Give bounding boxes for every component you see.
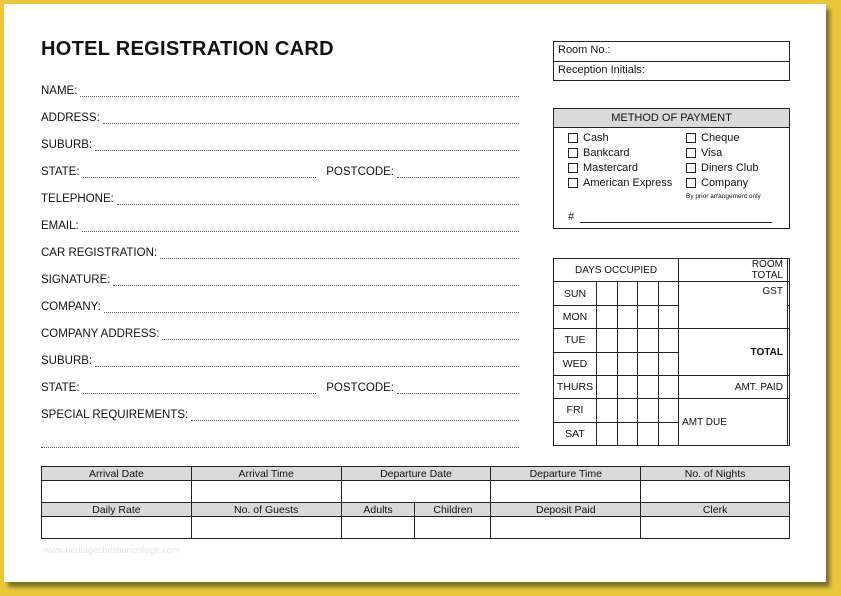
name-line[interactable] — [80, 86, 519, 97]
day-thurs: THURS — [554, 375, 597, 398]
day-cell[interactable] — [658, 329, 679, 352]
checkbox[interactable] — [686, 178, 696, 188]
company-label: COMPANY: — [41, 301, 101, 313]
payment-option-bankcard[interactable] — [568, 147, 629, 159]
day-cell[interactable] — [638, 422, 659, 445]
telephone-label: TELEPHONE: — [41, 193, 114, 205]
payment-number-field[interactable] — [568, 211, 772, 223]
departure-date-header: Departure Date — [341, 467, 491, 481]
suburb-label-2: SUBURB: — [41, 355, 93, 367]
suburb-field[interactable] — [41, 137, 519, 151]
company-address-line[interactable] — [162, 329, 519, 340]
option-label: Visa — [701, 147, 723, 159]
option-label: Company — [701, 177, 749, 189]
departure-time-cell[interactable] — [491, 481, 641, 503]
email-label: EMAIL: — [41, 220, 79, 232]
guests-cell[interactable] — [191, 517, 341, 539]
deposit-paid-header: Deposit Paid — [491, 503, 641, 517]
total-cell[interactable] — [787, 329, 789, 376]
day-cell[interactable] — [617, 329, 638, 352]
checkbox[interactable] — [568, 148, 578, 158]
day-cell[interactable] — [658, 375, 679, 398]
name-field[interactable] — [41, 83, 519, 97]
days-occupied-table — [553, 258, 790, 446]
company-line[interactable] — [104, 302, 519, 313]
special-requirements-label: SPECIAL REQUIREMENTS: — [41, 409, 189, 421]
gst-cell[interactable] — [787, 282, 789, 305]
room-box — [553, 41, 790, 81]
email-field[interactable] — [41, 218, 519, 232]
payment-option-mastercard[interactable] — [568, 162, 638, 174]
day-cell[interactable] — [658, 305, 679, 328]
room-number-field[interactable]: Room No.: — [558, 44, 611, 56]
company-note: By prior arrangement only — [686, 193, 761, 200]
payment-number-line[interactable] — [580, 213, 772, 223]
postcode-line[interactable] — [397, 167, 519, 178]
signature-label: SIGNATURE: — [41, 274, 111, 286]
suburb-line[interactable] — [95, 140, 519, 151]
nights-header: No. of Nights — [641, 467, 790, 481]
departure-date-cell[interactable] — [341, 481, 491, 503]
state-label-2: STATE: — [41, 382, 80, 394]
state-line[interactable] — [83, 167, 317, 178]
day-cell[interactable] — [658, 282, 679, 305]
registration-card — [4, 4, 826, 582]
company-address-field[interactable] — [41, 326, 519, 340]
adults-header: Adults — [341, 503, 415, 517]
stay-details-table — [41, 466, 790, 539]
arrival-date-header: Arrival Date — [42, 467, 192, 481]
amt-paid-cell[interactable] — [787, 375, 789, 398]
signature-line[interactable] — [113, 275, 519, 286]
payment-option-cheque[interactable] — [686, 132, 740, 144]
amt-due-cell[interactable] — [787, 399, 789, 446]
state-field[interactable] — [41, 164, 519, 178]
car-registration-line[interactable] — [160, 248, 519, 259]
day-cell[interactable] — [617, 305, 638, 328]
clerk-header: Clerk — [641, 503, 790, 517]
special-requirements-line[interactable] — [191, 410, 519, 421]
state-line-2[interactable] — [83, 383, 317, 394]
suburb-line-2[interactable] — [95, 356, 519, 367]
checkbox[interactable] — [686, 133, 696, 143]
address-label: ADDRESS: — [41, 112, 100, 124]
company-address-label: COMPANY ADDRESS: — [41, 328, 160, 340]
postcode-label-2: POSTCODE: — [326, 382, 394, 394]
day-cell[interactable] — [638, 305, 659, 328]
telephone-line[interactable] — [117, 194, 519, 205]
payment-option-cash[interactable] — [568, 132, 609, 144]
signature-field[interactable] — [41, 272, 519, 286]
payment-option-visa[interactable] — [686, 147, 722, 159]
day-sat: SAT — [554, 422, 597, 445]
gst-label: GST — [679, 282, 788, 329]
email-line[interactable] — [82, 221, 519, 232]
day-cell[interactable] — [617, 422, 638, 445]
option-label: Bankcard — [583, 147, 630, 159]
adults-cell[interactable] — [341, 517, 415, 539]
checkbox[interactable] — [568, 133, 578, 143]
day-cell[interactable] — [597, 305, 618, 328]
special-requirements-line-2[interactable] — [41, 437, 519, 448]
day-fri: FRI — [554, 399, 597, 422]
postcode-label: POSTCODE: — [326, 166, 394, 178]
option-label: Cash — [583, 132, 609, 144]
total-label-small: TOTAL — [751, 270, 783, 282]
day-cell[interactable] — [658, 352, 679, 375]
room-total-cell[interactable] — [787, 259, 789, 282]
hash-label: # — [568, 211, 575, 223]
telephone-field[interactable] — [41, 191, 519, 205]
card-title: HOTEL REGISTRATION CARD — [41, 38, 334, 60]
day-cell[interactable] — [617, 399, 638, 422]
day-cell[interactable] — [597, 375, 618, 398]
option-label: Cheque — [701, 132, 740, 144]
room-total-label — [679, 259, 788, 282]
day-cell[interactable] — [638, 399, 659, 422]
address-field[interactable] — [41, 110, 519, 124]
day-wed: WED — [554, 352, 597, 375]
day-cell[interactable] — [597, 282, 618, 305]
total-label: TOTAL — [679, 329, 788, 376]
room-label: ROOM — [751, 259, 783, 271]
day-sun: SUN — [554, 282, 597, 305]
deposit-paid-cell[interactable] — [491, 517, 641, 539]
clerk-cell[interactable] — [641, 517, 790, 539]
day-cell[interactable] — [638, 352, 659, 375]
nights-cell[interactable] — [641, 481, 790, 503]
day-mon: MON — [554, 305, 597, 328]
checkbox[interactable] — [568, 163, 578, 173]
day-cell[interactable] — [617, 352, 638, 375]
amt-paid-label: AMT. PAID — [679, 375, 788, 398]
arrival-time-cell[interactable] — [191, 481, 341, 503]
car-registration-field[interactable] — [41, 245, 519, 259]
days-occupied-header: DAYS OCCUPIED — [554, 259, 679, 282]
option-label: American Express — [583, 177, 673, 189]
day-cell[interactable] — [658, 422, 679, 445]
day-cell[interactable] — [597, 399, 618, 422]
day-cell[interactable] — [638, 282, 659, 305]
day-cell[interactable] — [597, 422, 618, 445]
day-cell[interactable] — [658, 399, 679, 422]
reception-initials-field[interactable]: Reception Initials: — [554, 61, 789, 80]
day-cell[interactable] — [597, 352, 618, 375]
gst-cell-2[interactable] — [787, 305, 789, 328]
checkbox[interactable] — [686, 163, 696, 173]
checkbox[interactable] — [568, 178, 578, 188]
arrival-date-cell[interactable] — [42, 481, 192, 503]
day-cell[interactable] — [597, 329, 618, 352]
arrival-time-header: Arrival Time — [191, 467, 341, 481]
option-label: Mastercard — [583, 162, 639, 174]
day-cell[interactable] — [638, 375, 659, 398]
watermark: www.heritagechristiancollege.com — [44, 545, 180, 555]
daily-rate-cell[interactable] — [42, 517, 192, 539]
company-field[interactable] — [41, 299, 519, 313]
day-tue: TUE — [554, 329, 597, 352]
amt-due-label: AMT DUE — [679, 399, 788, 446]
children-header: Children — [415, 503, 491, 517]
car-registration-label: CAR REGISTRATION: — [41, 247, 158, 259]
state-field-2[interactable] — [41, 380, 519, 394]
suburb-label: SUBURB: — [41, 139, 93, 151]
payment-option-diners[interactable] — [686, 162, 758, 174]
address-line[interactable] — [103, 113, 519, 124]
payment-option-company[interactable] — [686, 177, 748, 189]
day-cell[interactable] — [617, 282, 638, 305]
special-requirements-field[interactable] — [41, 407, 519, 421]
name-label: NAME: — [41, 85, 78, 97]
suburb-field-2[interactable] — [41, 353, 519, 367]
option-label: Diners Club — [701, 162, 759, 174]
departure-time-header: Departure Time — [491, 467, 641, 481]
payment-header: METHOD OF PAYMENT — [554, 109, 789, 128]
checkbox[interactable] — [686, 148, 696, 158]
guests-header: No. of Guests — [191, 503, 341, 517]
state-label: STATE: — [41, 166, 80, 178]
postcode-line-2[interactable] — [397, 383, 519, 394]
daily-rate-header: Daily Rate — [42, 503, 192, 517]
payment-method-box — [553, 108, 790, 229]
day-cell[interactable] — [638, 329, 659, 352]
children-cell[interactable] — [415, 517, 491, 539]
payment-option-amex[interactable] — [568, 177, 672, 189]
day-cell[interactable] — [617, 375, 638, 398]
special-requirements-field-extra[interactable] — [41, 434, 519, 448]
